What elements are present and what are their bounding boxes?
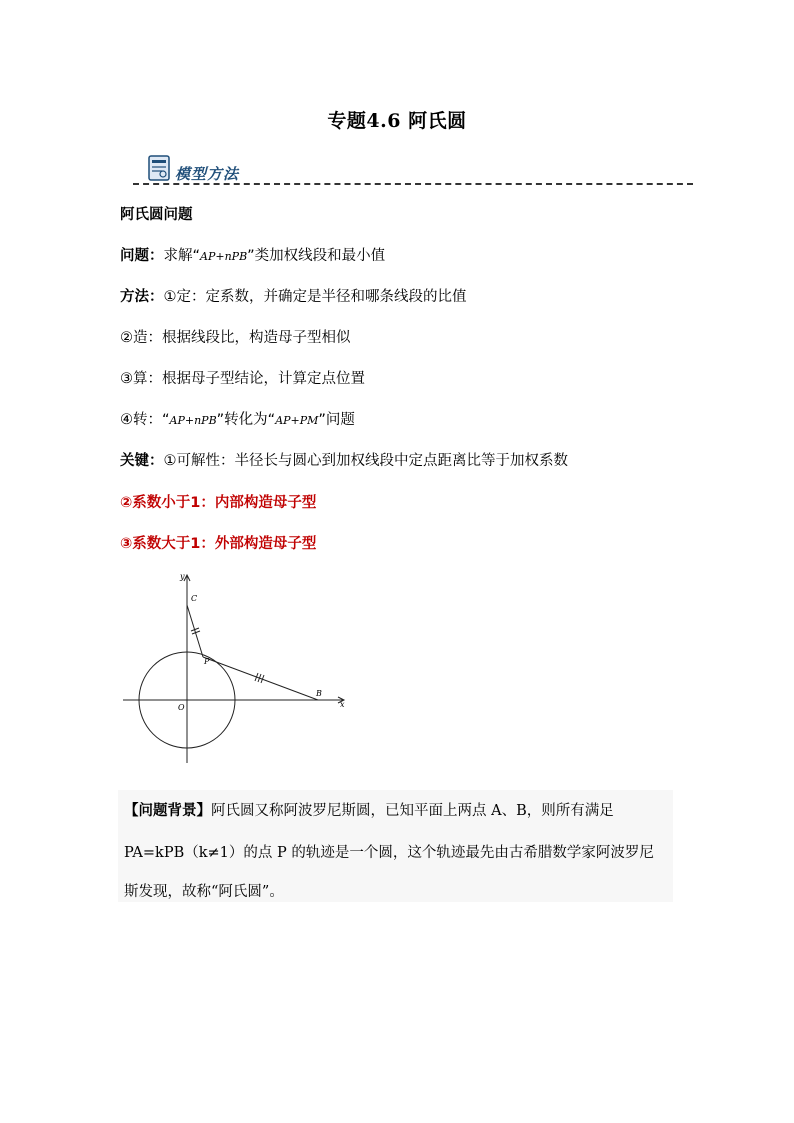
red-rule-1: ②系数小于1：内部构造母子型 [120,495,317,511]
method-text: ①定：定系数，并确定是半径和哪条线段的比值 [163,289,467,305]
background-tag: 【问题背景】 [124,802,211,819]
origin-label: O [178,703,185,712]
background-line-1 [124,801,669,821]
step4-line [120,410,355,431]
step4-expr2: AP+PM [275,414,319,427]
step4-expr1: AP+nPB [169,414,217,427]
page-title: 专题4.6 阿氏圆 [327,110,467,132]
section-heading: 阿氏圆问题 [120,207,193,223]
background-line-3: 斯发现，故称“阿氏圆”。 [124,884,284,900]
background-text-1: 阿氏圆又称阿波罗尼斯圆，已知平面上两点 A、B，则所有满足 [211,803,614,819]
tick-marks-pb [255,673,264,683]
step4-pre: ④转：“ [120,412,170,428]
x-axis-label: x [340,700,345,709]
step2-line: ②造：根据线段比，构造母子型相似 [120,330,351,346]
key-label: 关键： [120,453,164,469]
segment-cp [187,605,203,657]
problem-post: ”类加权线段和最小值 [247,248,386,264]
banner-label: 模型方法 [175,165,240,183]
y-axis-label: y [180,572,185,581]
step4-mid: ”转化为“ [216,412,276,428]
document-icon [148,155,170,181]
step3-line: ③算：根据母子型结论，计算定点位置 [120,371,365,387]
point-c-label: C [191,594,198,603]
background-line-2: PA=kPB（k≠1）的点 P 的轨迹是一个圆，这个轨迹最先由古希腊数学家阿波罗尼 [124,845,654,861]
problem-expr: AP+nPB [200,250,248,263]
point-p-label: P [204,657,210,666]
problem-line [120,246,385,267]
key-line [120,451,568,471]
segment-pb [203,657,318,700]
method-label: 方法： [120,289,164,305]
section-banner [133,155,693,189]
dashed-divider [133,183,693,185]
red-rule-2: ③系数大于1：外部构造母子型 [120,536,317,552]
key-text: ①可解性：半径长与圆心到加权线段中定点距离比等于加权系数 [163,453,568,469]
problem-pre: 求解“ [163,248,201,264]
method-line [120,287,467,307]
problem-label: 问题： [120,248,164,264]
geometry-figure [118,565,358,775]
point-b-label: B [316,689,322,698]
step4-post: ”问题 [318,412,355,428]
